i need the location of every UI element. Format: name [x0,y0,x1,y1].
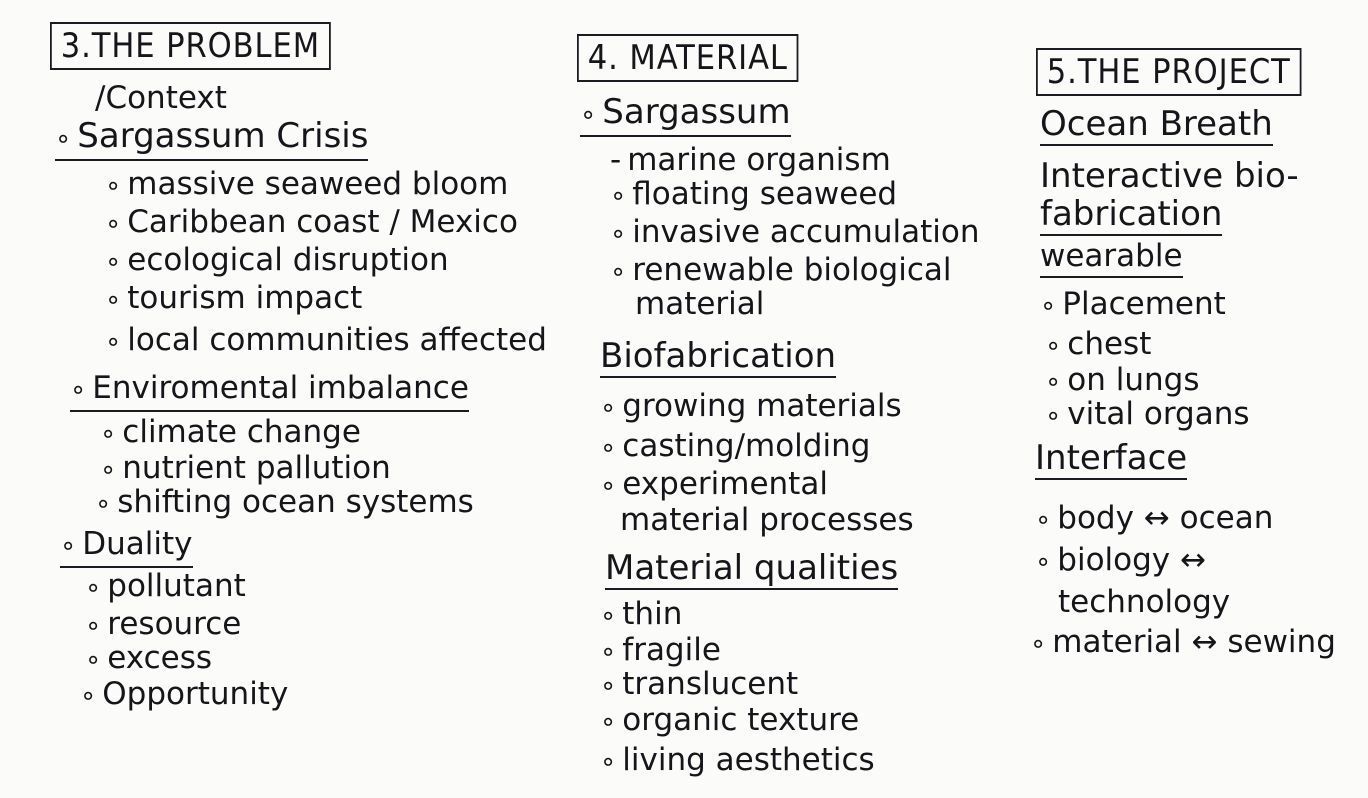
list-item: ∘ chest [1045,326,1151,364]
list-item: ∘ nutrient pallution [100,450,391,488]
list-item: ∘ invasive accumulation [610,214,980,252]
list-item: ∘ Caribbean coast / Mexico [105,204,518,242]
project-title-box [1036,48,1301,96]
material-title-box [577,34,799,82]
list-item: ∘ living aesthetics [600,742,875,780]
list-item-continued: material processes [620,502,914,538]
problem-title: 3.THE PROBLEM [60,26,321,66]
list-item: ∘ shifting ocean systems [95,484,474,522]
project-descriptor: fabrication [1040,194,1223,234]
list-item: ∘ tourism impact [105,280,362,318]
section-heading-enviromental-imbalance: ∘ Enviromental imbalance [70,370,469,412]
list-item: ∘ growing materials [600,388,902,426]
list-item: ∘ biology ↔ [1035,542,1206,580]
problem-subtitle: /Context [95,80,227,116]
list-item: ∘ ecological disruption [105,242,449,280]
section-heading-material-qualities: Material qualities [605,548,899,588]
list-item: ∘ body ↔ ocean [1035,500,1273,538]
list-item: ∘ floating seaweed [610,176,897,214]
list-item-continued: material [635,286,765,322]
material-title: 4. MATERIAL [587,38,788,78]
section-heading-interface: Interface [1035,438,1188,478]
list-item: ∘ excess [85,640,212,678]
project-descriptor: wearable [1040,238,1183,278]
section-heading-sargassum-crisis: ∘ Sargassum Crisis [55,118,368,161]
list-item: ∘ pollutant [85,568,246,606]
list-item: ∘ vital organs [1045,396,1250,434]
section-heading-sargassum: ∘ Sargassum [580,94,791,137]
section-heading-placement: ∘ Placement [1040,286,1226,324]
project-title: 5.THE PROJECT [1046,52,1291,92]
project-name: Ocean Breath [1040,104,1273,144]
list-item: ∘ fragile [600,632,721,670]
list-item: ∘ experimental [600,466,828,504]
section-heading-biofabrication: Biofabrication [600,336,837,376]
project-descriptor: Interactive bio- [1040,156,1299,196]
list-item: ∘ material ↔ sewing [1030,624,1336,662]
list-item: ∘ on lungs [1045,362,1200,400]
list-item: ∘ Opportunity [80,676,288,714]
list-item: ∘ climate change [100,414,361,452]
list-item-continued: technology [1058,584,1231,620]
list-item: ∘ translucent [600,666,798,704]
list-item: - marine organism [610,142,891,178]
list-item: ∘ local communities affected [105,322,547,360]
list-item: ∘ massive seaweed bloom [105,166,508,204]
list-item: ∘ casting/molding [600,428,870,466]
list-item: ∘ organic texture [600,702,859,740]
list-item: ∘ thin [600,596,682,634]
section-heading-duality: ∘ Duality [60,526,193,568]
problem-title-box [50,22,331,70]
list-item: ∘ resource [85,606,241,644]
list-item: ∘ renewable biological [610,252,951,290]
